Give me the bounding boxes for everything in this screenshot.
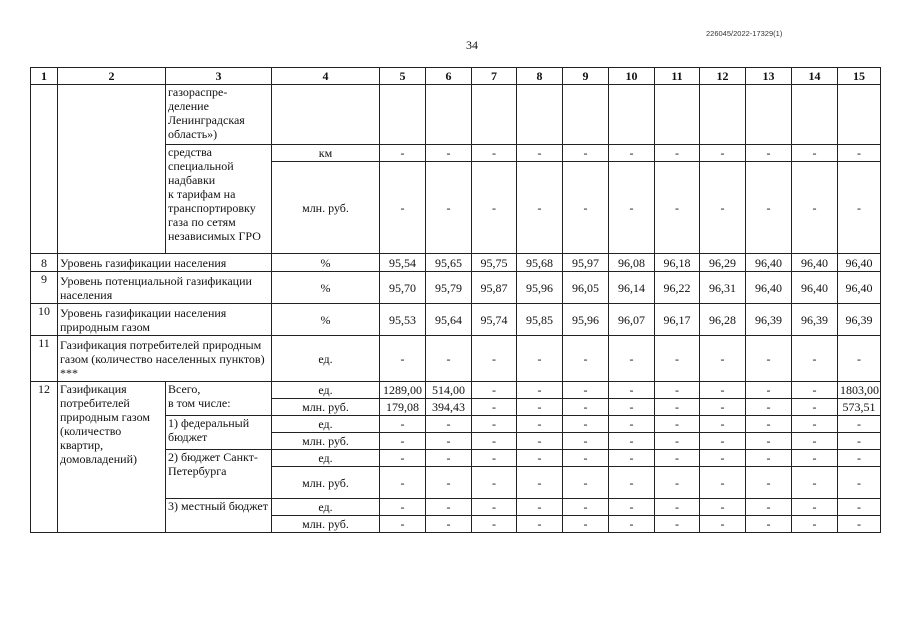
- continued-text: газораспре- деление Ленинградская область»): [166, 85, 272, 145]
- value-cell: -: [700, 145, 746, 162]
- table-row: [31, 85, 881, 145]
- value-cell: -: [609, 336, 655, 382]
- value-cell: 95,79: [426, 272, 472, 304]
- value-cell: -: [700, 450, 746, 467]
- value-cell: 96,40: [792, 254, 838, 272]
- value-cell: -: [792, 382, 838, 399]
- value-cell: -: [380, 450, 426, 467]
- value-cell: -: [746, 516, 792, 533]
- value-cell: 95,97: [563, 254, 609, 272]
- value-cell: -: [563, 336, 609, 382]
- value-cell: -: [609, 162, 655, 254]
- value-cell: -: [380, 467, 426, 499]
- row-number: 11: [31, 336, 58, 382]
- value-cell: -: [838, 162, 881, 254]
- value-cell: -: [746, 399, 792, 416]
- value-cell: 95,70: [380, 272, 426, 304]
- value-cell: -: [517, 433, 563, 450]
- column-header: 10: [609, 68, 655, 85]
- unit-cell: ед.: [272, 450, 380, 467]
- row-label: Уровень потенциальной газификации населения: [58, 272, 272, 304]
- value-cell: -: [792, 516, 838, 533]
- value-cell: -: [563, 162, 609, 254]
- value-cell: 573,51: [838, 399, 881, 416]
- value-cell: -: [426, 499, 472, 516]
- value-cell: -: [609, 433, 655, 450]
- row-label: Газификация потребителей природным газом (количество квартир, домовладений): [58, 382, 166, 533]
- value-cell: -: [655, 433, 700, 450]
- value-cell: -: [517, 399, 563, 416]
- column-header: 6: [426, 68, 472, 85]
- row-number: 9: [31, 272, 58, 304]
- value-cell: -: [472, 382, 517, 399]
- value-cell: 96,40: [838, 272, 881, 304]
- unit-cell: ед.: [272, 499, 380, 516]
- value-cell: -: [380, 145, 426, 162]
- value-cell: -: [472, 499, 517, 516]
- value-cell: -: [517, 516, 563, 533]
- value-cell: 96,18: [655, 254, 700, 272]
- value-cell: 95,54: [380, 254, 426, 272]
- value-cell: -: [426, 433, 472, 450]
- value-cell: -: [655, 336, 700, 382]
- value-cell: -: [517, 336, 563, 382]
- value-cell: -: [655, 516, 700, 533]
- value-cell: -: [563, 467, 609, 499]
- value-cell: -: [700, 162, 746, 254]
- value-cell: 1803,00: [838, 382, 881, 399]
- value-cell: -: [792, 145, 838, 162]
- value-cell: -: [609, 450, 655, 467]
- value-cell: -: [517, 499, 563, 516]
- value-cell: 95,74: [472, 304, 517, 336]
- value-cell: -: [563, 499, 609, 516]
- total-label: Всего, в том числе:: [166, 382, 272, 416]
- spb-budget-label: 2) бюджет Санкт-Петербурга: [166, 450, 272, 499]
- value-cell: 96,40: [746, 272, 792, 304]
- table-row: [31, 272, 881, 304]
- value-cell: -: [563, 416, 609, 433]
- value-cell: -: [426, 450, 472, 467]
- column-header: 8: [517, 68, 563, 85]
- funds-label: средства специальной надбавки к тарифам на транспортировку газа по сетям независимых ГРО: [166, 145, 272, 254]
- table-row: [31, 254, 881, 272]
- value-cell: -: [655, 162, 700, 254]
- value-cell: -: [472, 467, 517, 499]
- value-cell: -: [655, 399, 700, 416]
- column-header: 1: [31, 68, 58, 85]
- value-cell: 96,39: [746, 304, 792, 336]
- value-cell: 96,07: [609, 304, 655, 336]
- value-cell: -: [517, 467, 563, 499]
- value-cell: -: [700, 467, 746, 499]
- value-cell: -: [563, 433, 609, 450]
- column-header: 3: [166, 68, 272, 85]
- column-header: 12: [700, 68, 746, 85]
- column-header: 2: [58, 68, 166, 85]
- value-cell: -: [792, 499, 838, 516]
- value-cell: -: [746, 467, 792, 499]
- value-cell: -: [472, 416, 517, 433]
- value-cell: -: [517, 162, 563, 254]
- value-cell: -: [792, 467, 838, 499]
- value-cell: 96,39: [838, 304, 881, 336]
- value-cell: -: [700, 416, 746, 433]
- value-cell: -: [655, 450, 700, 467]
- value-cell: -: [609, 516, 655, 533]
- unit-cell: %: [272, 272, 380, 304]
- column-header: 15: [838, 68, 881, 85]
- value-cell: -: [563, 450, 609, 467]
- value-cell: 96,39: [792, 304, 838, 336]
- unit-cell: млн. руб.: [272, 399, 380, 416]
- column-header: 11: [655, 68, 700, 85]
- value-cell: 95,96: [517, 272, 563, 304]
- value-cell: 95,68: [517, 254, 563, 272]
- value-cell: 179,08: [380, 399, 426, 416]
- value-cell: -: [746, 145, 792, 162]
- value-cell: -: [792, 162, 838, 254]
- value-cell: 95,85: [517, 304, 563, 336]
- value-cell: -: [472, 433, 517, 450]
- value-cell: 1289,00: [380, 382, 426, 399]
- value-cell: -: [792, 399, 838, 416]
- value-cell: 96,14: [609, 272, 655, 304]
- value-cell: 394,43: [426, 399, 472, 416]
- value-cell: -: [472, 145, 517, 162]
- unit-cell: млн. руб.: [272, 433, 380, 450]
- row-label: Уровень газификации населения природным газом: [58, 304, 272, 336]
- value-cell: -: [746, 336, 792, 382]
- value-cell: -: [563, 145, 609, 162]
- value-cell: 96,08: [609, 254, 655, 272]
- value-cell: -: [563, 399, 609, 416]
- value-cell: 96,22: [655, 272, 700, 304]
- value-cell: -: [746, 416, 792, 433]
- value-cell: 96,40: [792, 272, 838, 304]
- page-number: 34: [466, 38, 478, 52]
- value-cell: -: [746, 382, 792, 399]
- value-cell: -: [563, 382, 609, 399]
- value-cell: -: [426, 416, 472, 433]
- value-cell: -: [380, 162, 426, 254]
- value-cell: -: [655, 416, 700, 433]
- table-row: [31, 382, 881, 399]
- value-cell: -: [517, 382, 563, 399]
- value-cell: -: [792, 336, 838, 382]
- value-cell: -: [609, 145, 655, 162]
- unit-cell: млн. руб.: [272, 467, 380, 499]
- value-cell: -: [655, 467, 700, 499]
- value-cell: -: [426, 336, 472, 382]
- value-cell: -: [426, 467, 472, 499]
- column-header: 9: [563, 68, 609, 85]
- value-cell: 514,00: [426, 382, 472, 399]
- value-cell: -: [746, 499, 792, 516]
- row-label: Уровень газификации населения: [58, 254, 272, 272]
- column-header: 14: [792, 68, 838, 85]
- federal-budget-label: 1) федеральный бюджет: [166, 416, 272, 450]
- value-cell: -: [517, 450, 563, 467]
- value-cell: -: [655, 145, 700, 162]
- value-cell: 96,31: [700, 272, 746, 304]
- value-cell: -: [472, 516, 517, 533]
- value-cell: -: [838, 516, 881, 533]
- value-cell: -: [380, 433, 426, 450]
- value-cell: 96,28: [700, 304, 746, 336]
- row-number: 8: [31, 254, 58, 272]
- value-cell: -: [517, 145, 563, 162]
- value-cell: -: [746, 450, 792, 467]
- value-cell: -: [792, 450, 838, 467]
- value-cell: -: [380, 336, 426, 382]
- gasification-table: [30, 67, 881, 533]
- value-cell: -: [609, 382, 655, 399]
- value-cell: 95,96: [563, 304, 609, 336]
- unit-cell: млн. руб.: [272, 162, 380, 254]
- value-cell: -: [700, 516, 746, 533]
- value-cell: -: [838, 499, 881, 516]
- unit-cell: ед.: [272, 416, 380, 433]
- value-cell: -: [746, 433, 792, 450]
- value-cell: -: [838, 433, 881, 450]
- value-cell: 96,40: [746, 254, 792, 272]
- value-cell: -: [472, 450, 517, 467]
- value-cell: -: [838, 336, 881, 382]
- row-label: Газификация потребителей природным газом (количество населенных пунктов) ***: [58, 336, 272, 382]
- value-cell: -: [426, 145, 472, 162]
- value-cell: -: [700, 499, 746, 516]
- row-number: 10: [31, 304, 58, 336]
- unit-cell: км: [272, 145, 380, 162]
- unit-cell: %: [272, 254, 380, 272]
- value-cell: 95,75: [472, 254, 517, 272]
- unit-cell: млн. руб.: [272, 516, 380, 533]
- unit-cell: %: [272, 304, 380, 336]
- value-cell: -: [700, 433, 746, 450]
- value-cell: -: [563, 516, 609, 533]
- value-cell: -: [700, 382, 746, 399]
- table-row: [31, 304, 881, 336]
- value-cell: -: [700, 336, 746, 382]
- value-cell: -: [380, 499, 426, 516]
- value-cell: -: [838, 416, 881, 433]
- row-number: 12: [31, 382, 58, 533]
- value-cell: -: [838, 450, 881, 467]
- value-cell: -: [838, 145, 881, 162]
- value-cell: 95,65: [426, 254, 472, 272]
- value-cell: -: [380, 416, 426, 433]
- table-row: [31, 336, 881, 382]
- document-id: 226045/2022-17329(1): [706, 29, 783, 38]
- value-cell: -: [609, 416, 655, 433]
- value-cell: -: [609, 399, 655, 416]
- value-cell: -: [472, 399, 517, 416]
- value-cell: 95,64: [426, 304, 472, 336]
- value-cell: -: [655, 499, 700, 516]
- unit-cell: ед.: [272, 382, 380, 399]
- value-cell: -: [746, 162, 792, 254]
- value-cell: 95,53: [380, 304, 426, 336]
- value-cell: 95,87: [472, 272, 517, 304]
- value-cell: 96,05: [563, 272, 609, 304]
- value-cell: 96,17: [655, 304, 700, 336]
- column-header: 5: [380, 68, 426, 85]
- value-cell: -: [792, 416, 838, 433]
- value-cell: -: [517, 416, 563, 433]
- value-cell: -: [380, 516, 426, 533]
- value-cell: -: [792, 433, 838, 450]
- value-cell: -: [838, 467, 881, 499]
- value-cell: -: [700, 399, 746, 416]
- column-header: 13: [746, 68, 792, 85]
- unit-cell: ед.: [272, 336, 380, 382]
- value-cell: -: [472, 336, 517, 382]
- value-cell: -: [609, 467, 655, 499]
- value-cell: -: [426, 516, 472, 533]
- value-cell: -: [426, 162, 472, 254]
- value-cell: 96,40: [838, 254, 881, 272]
- value-cell: -: [472, 162, 517, 254]
- value-cell: -: [655, 382, 700, 399]
- local-budget-label: 3) местный бюджет: [166, 499, 272, 533]
- column-header: 4: [272, 68, 380, 85]
- header-row: [31, 68, 881, 85]
- column-header: 7: [472, 68, 517, 85]
- value-cell: 96,29: [700, 254, 746, 272]
- value-cell: -: [609, 499, 655, 516]
